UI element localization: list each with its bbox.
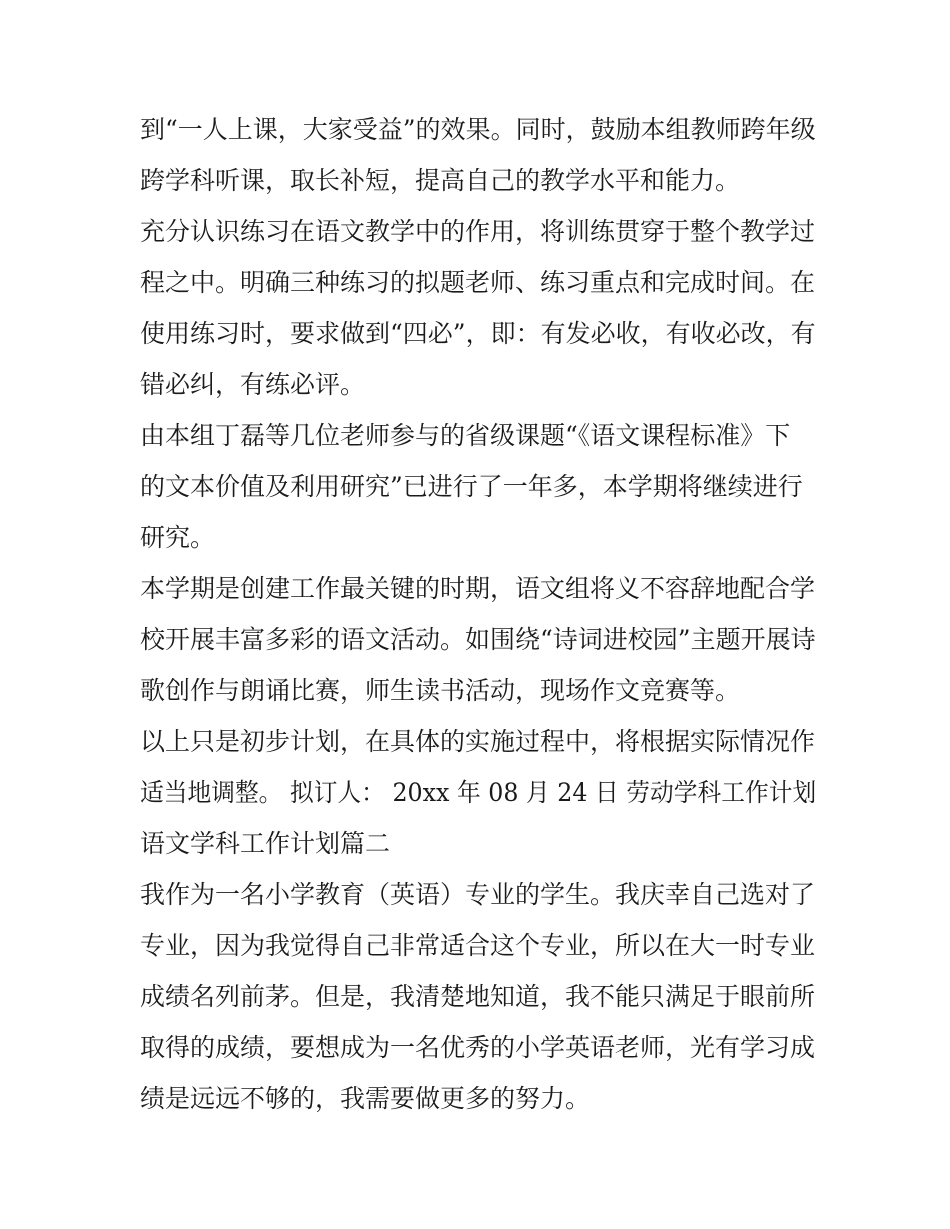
text-line: 绩是远远不够的，我需要做更多的努力。 bbox=[140, 1084, 591, 1113]
text-line: 研究。 bbox=[140, 523, 216, 552]
text-line: 以上只是初步计划，在具体的实施过程中，将根据实际情况作 bbox=[140, 727, 816, 756]
text-line: 充分认识练习在语文教学中的作用，将训练贯穿于整个教学过 bbox=[140, 217, 816, 246]
text-line: 专业，因为我觉得自己非常适合这个专业，所以在大一时专业 bbox=[140, 931, 816, 960]
text-line: 的文本价值及利用研究”已进行了一年多，本学期将继续进行 bbox=[140, 472, 803, 501]
text-line: 成绩名列前茅。但是，我清楚地知道，我不能只满足于眼前所 bbox=[140, 982, 816, 1011]
text-line: 由本组丁磊等几位老师参与的省级课题“《语文课程标准》下 bbox=[140, 421, 791, 450]
text-line: 校开展丰富多彩的语文活动。如围绕“诗词进校园”主题开展诗 bbox=[140, 625, 816, 654]
text-line: 我作为一名小学教育（英语）专业的学生。我庆幸自己选对了 bbox=[140, 880, 816, 909]
text-line: 跨学科听课，取长补短，提高自己的教学水平和能力。 bbox=[140, 166, 741, 195]
text-line: 错必纠，有练必评。 bbox=[140, 370, 366, 399]
text-line: 到“一人上课，大家受益”的效果。同时，鼓励本组教师跨年级 bbox=[140, 115, 816, 144]
document-body bbox=[140, 104, 816, 1124]
section-heading: 语文学科工作计划篇二 bbox=[140, 829, 391, 858]
text-line: 取得的成绩，要想成为一名优秀的小学英语老师，光有学习成 bbox=[140, 1033, 816, 1062]
text-line: 歌创作与朗诵比赛，师生读书活动，现场作文竞赛等。 bbox=[140, 676, 741, 705]
text-line: 程之中。明确三种练习的拟题老师、练习重点和完成时间。在 bbox=[140, 268, 816, 297]
text-line: 适当地调整。 拟订人： 20xx 年 08 月 24 日 劳动学科工作计划 bbox=[140, 778, 817, 807]
text-line: 使用练习时，要求做到“四必”，即：有发必收，有收必改，有 bbox=[140, 319, 816, 348]
text-line: 本学期是创建工作最关键的时期，语文组将义不容辞地配合学 bbox=[140, 574, 816, 603]
